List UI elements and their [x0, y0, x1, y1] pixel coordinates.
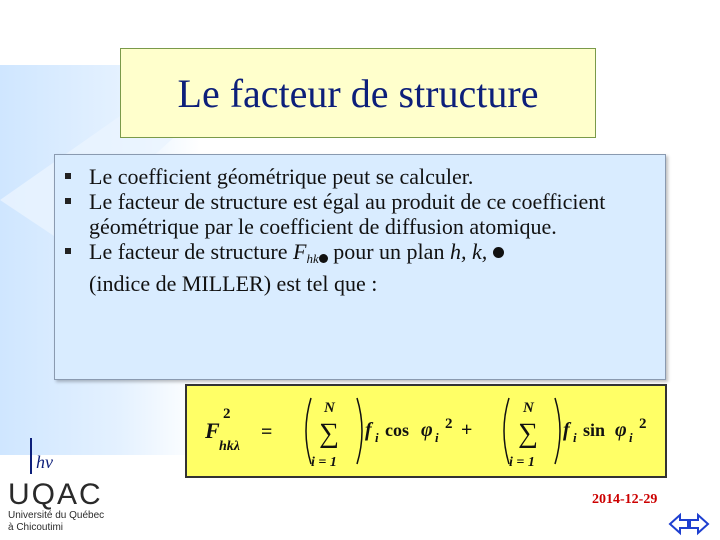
formula-phi: φ — [421, 419, 433, 441]
formula-equals: = — [261, 421, 273, 443]
bullet-text: pour un plan — [327, 239, 450, 264]
sum-lower-limit: i = 1 — [509, 455, 535, 470]
formula-exponent: 2 — [639, 416, 647, 432]
bullet-item — [55, 189, 665, 239]
formula-exponent: 2 — [223, 406, 231, 422]
formula-f: f — [563, 419, 570, 441]
bullet-item — [55, 239, 665, 296]
logo-sub-text: Université du Québec — [8, 510, 105, 521]
bullet-text: Le coefficient géométrique peut se calculer. — [89, 164, 474, 189]
sum-upper-limit: N — [523, 400, 534, 416]
content-box — [54, 154, 666, 380]
bullet-text: Le facteur de structure — [89, 239, 293, 264]
bullet-marker — [65, 248, 71, 254]
formula-phi: φ — [615, 419, 627, 441]
formula-plus: + — [461, 419, 473, 441]
sum-lower-limit: i = 1 — [311, 455, 337, 470]
bullet-item — [55, 164, 665, 189]
formula-phi-index: i — [435, 430, 439, 445]
right-paren-1 — [357, 398, 362, 464]
logo-sub-text: à Chicoutimi — [8, 522, 64, 533]
title-box — [120, 48, 596, 138]
double-arrow-nav-icon[interactable] — [668, 512, 710, 536]
structure-factor-formula — [187, 386, 665, 476]
sigma-icon: ∑ — [319, 418, 339, 449]
miller-indices: h, k, — [449, 239, 488, 264]
bullet-text: (indice de MILLER) est tel que : — [89, 271, 378, 296]
bullet-marker — [65, 198, 71, 204]
formula-subscript: hkλ — [219, 439, 240, 454]
right-paren-2 — [555, 398, 560, 464]
bullet-list — [55, 164, 665, 296]
structure-factor-subscript: hk — [306, 251, 319, 266]
slide-date: 2014-12-29 — [592, 492, 658, 507]
bullet-text: Le facteur de structure est égal au produit de ce coefficient géométrique par le coefficient de diffusion atomique. — [89, 189, 606, 239]
lambda-dot-icon — [493, 247, 504, 258]
hv-rule — [30, 438, 32, 474]
slide-title: Le facteur de structure — [177, 70, 539, 116]
uqac-logo — [8, 480, 128, 534]
structure-factor-symbol: F — [293, 239, 307, 264]
formula-F: F — [205, 418, 220, 443]
sigma-icon: ∑ — [518, 418, 538, 449]
hv-symbol: hν — [36, 452, 53, 472]
formula-box — [185, 384, 667, 478]
formula-phi-index: i — [629, 430, 633, 445]
formula-exponent: 2 — [445, 416, 453, 432]
formula-cos: cos — [385, 420, 409, 440]
logo-main-text: UQAC — [8, 478, 103, 511]
formula-f-index: i — [573, 430, 577, 445]
formula-f-index: i — [375, 430, 379, 445]
formula-f: f — [365, 419, 372, 441]
sum-upper-limit: N — [324, 400, 335, 416]
bullet-marker — [65, 173, 71, 179]
formula-sin: sin — [583, 420, 606, 440]
lambda-dot-icon — [319, 254, 328, 263]
